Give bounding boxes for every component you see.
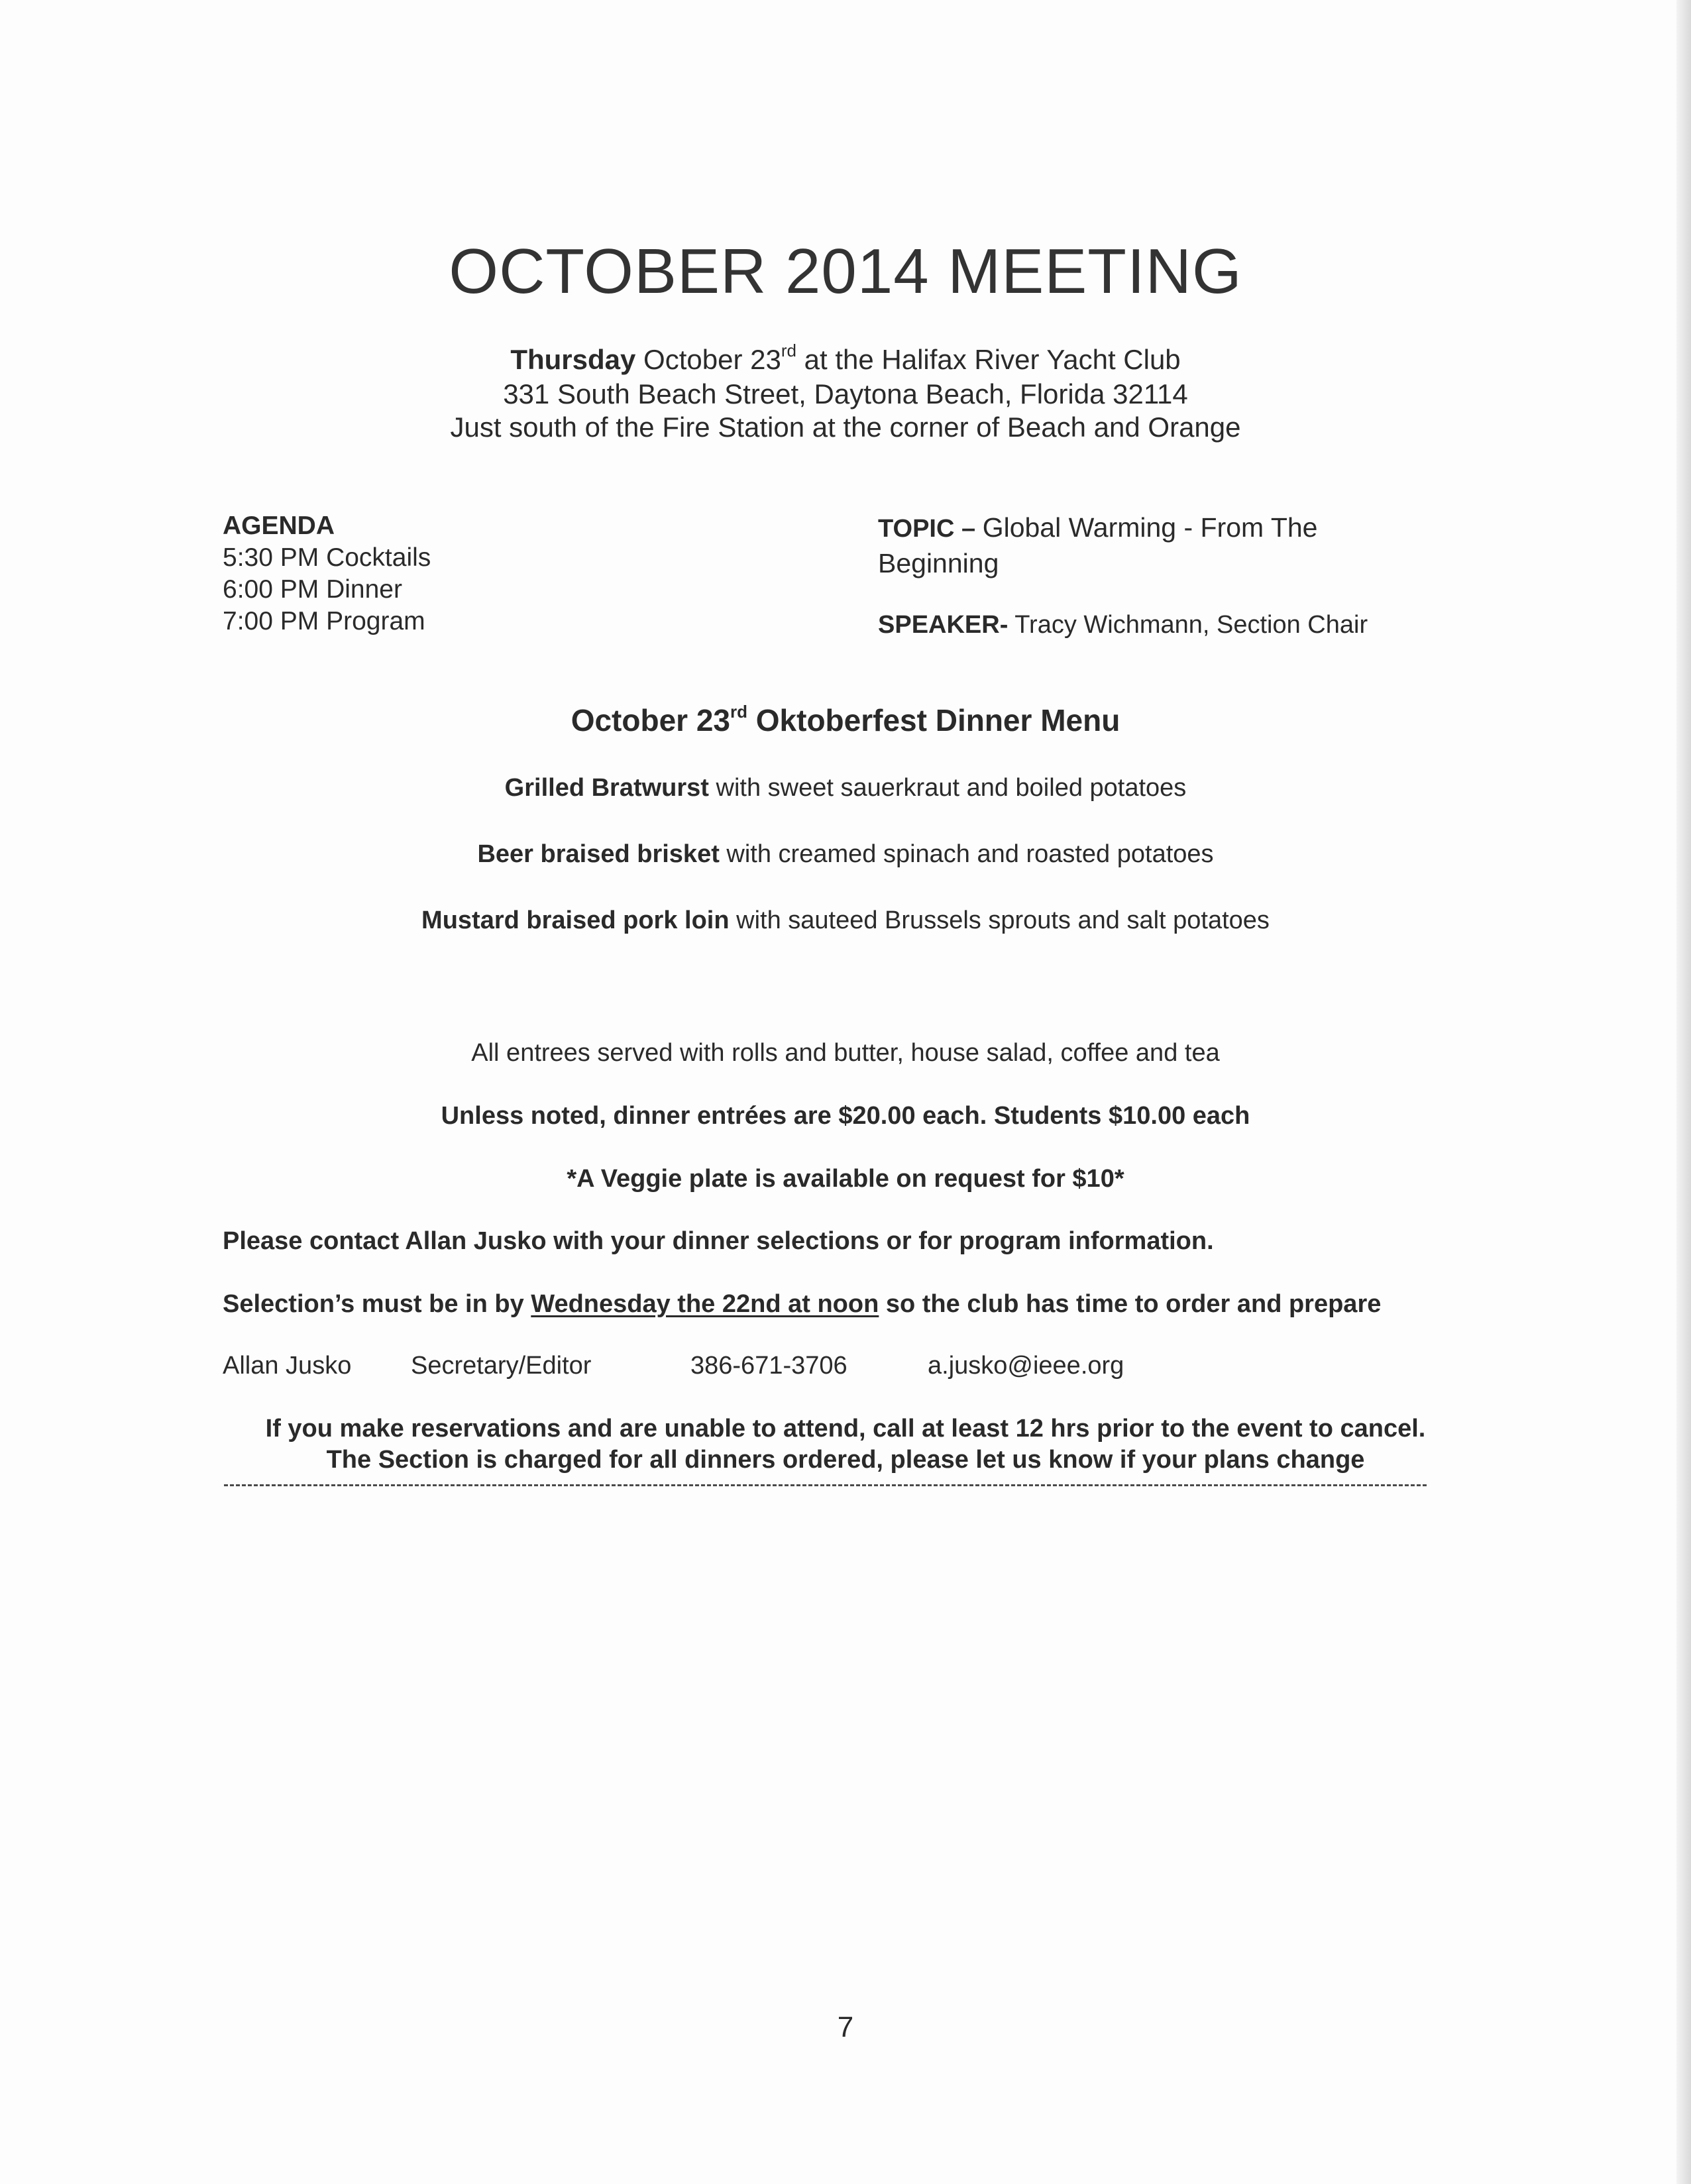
menu-item-name: Beer braised brisket	[477, 840, 720, 868]
menu-item-name: Mustard braised pork loin	[421, 906, 730, 934]
deadline-line: Selection’s must be in by Wednesday the 22nd at noon so the club has time to order and prepare	[223, 1290, 1382, 1318]
cut-line-divider	[224, 1484, 1427, 1486]
contact-phone: 386-671-3706	[690, 1352, 847, 1380]
page-title: OCTOBER 2014 MEETING	[449, 236, 1242, 307]
page-number: 7	[837, 2011, 854, 2044]
contact-email[interactable]: a.jusko@ieee.org	[928, 1352, 1124, 1380]
meeting-day: Thursday	[510, 344, 636, 375]
menu-item-desc: with sauteed Brussels sprouts and salt potatoes	[729, 906, 1270, 934]
veggie-note: *A Veggie plate is available on request for $10*	[567, 1165, 1124, 1193]
scan-edge	[1676, 0, 1691, 2184]
cancel-note-line-1: If you make reservations and are unable to attend, call at least 12 hrs prior to the event to cancel.	[265, 1415, 1426, 1443]
contact-row	[223, 1352, 1217, 1385]
menu-item	[0, 906, 1691, 935]
agenda-item: 5:30 PM Cocktails	[223, 543, 431, 572]
menu-item-desc: with creamed spinach and roasted potatoes	[719, 840, 1214, 868]
cancel-note-line-2: The Section is charged for all dinners ordered, please let us know if your plans change	[326, 1446, 1365, 1474]
meeting-date-suffix: rd	[781, 341, 796, 360]
agenda-item: 6:00 PM Dinner	[223, 575, 402, 604]
contact-instruction: Please contact Allan Jusko with your dinner selections or for program information.	[223, 1227, 1214, 1255]
meeting-venue: at the Halifax River Yacht Club	[796, 344, 1181, 375]
speaker-line	[878, 608, 1368, 639]
meeting-directions: Just south of the Fire Station at the corner of Beach and Orange	[450, 411, 1241, 443]
topic-block	[878, 510, 1317, 580]
contact-role: Secretary/Editor	[411, 1352, 592, 1380]
menu-title: October 23rd Oktoberfest Dinner Menu	[571, 701, 1120, 737]
topic-label: TOPIC –	[878, 515, 983, 543]
meeting-date: October 23	[635, 344, 781, 375]
menu-item-name: Grilled Bratwurst	[504, 774, 709, 802]
meeting-date-line	[0, 343, 1691, 377]
deadline-emphasis: Wednesday the 22nd at noon	[531, 1290, 879, 1318]
agenda-heading: AGENDA	[223, 512, 335, 540]
menu-item-desc: with sweet sauerkraut and boiled potatoes	[708, 774, 1187, 802]
pricing-note: Unless noted, dinner entrées are $20.00 each. Students $10.00 each	[441, 1102, 1250, 1130]
speaker-text: Tracy Wichmann, Section Chair	[1008, 611, 1368, 639]
agenda-item: 7:00 PM Program	[223, 607, 425, 635]
topic-text: Global Warming - From The	[982, 512, 1318, 543]
menu-item	[0, 774, 1691, 802]
menu-item	[0, 840, 1691, 869]
contact-name: Allan Jusko	[223, 1352, 352, 1380]
topic-text-continued: Beginning	[878, 548, 999, 578]
menu-included-note: All entrees served with rolls and butter, house salad, coffee and tea	[471, 1039, 1220, 1067]
meeting-address: 331 South Beach Street, Daytona Beach, Florida 32114	[503, 378, 1188, 410]
agenda-block	[223, 510, 431, 637]
speaker-label: SPEAKER-	[878, 611, 1009, 639]
